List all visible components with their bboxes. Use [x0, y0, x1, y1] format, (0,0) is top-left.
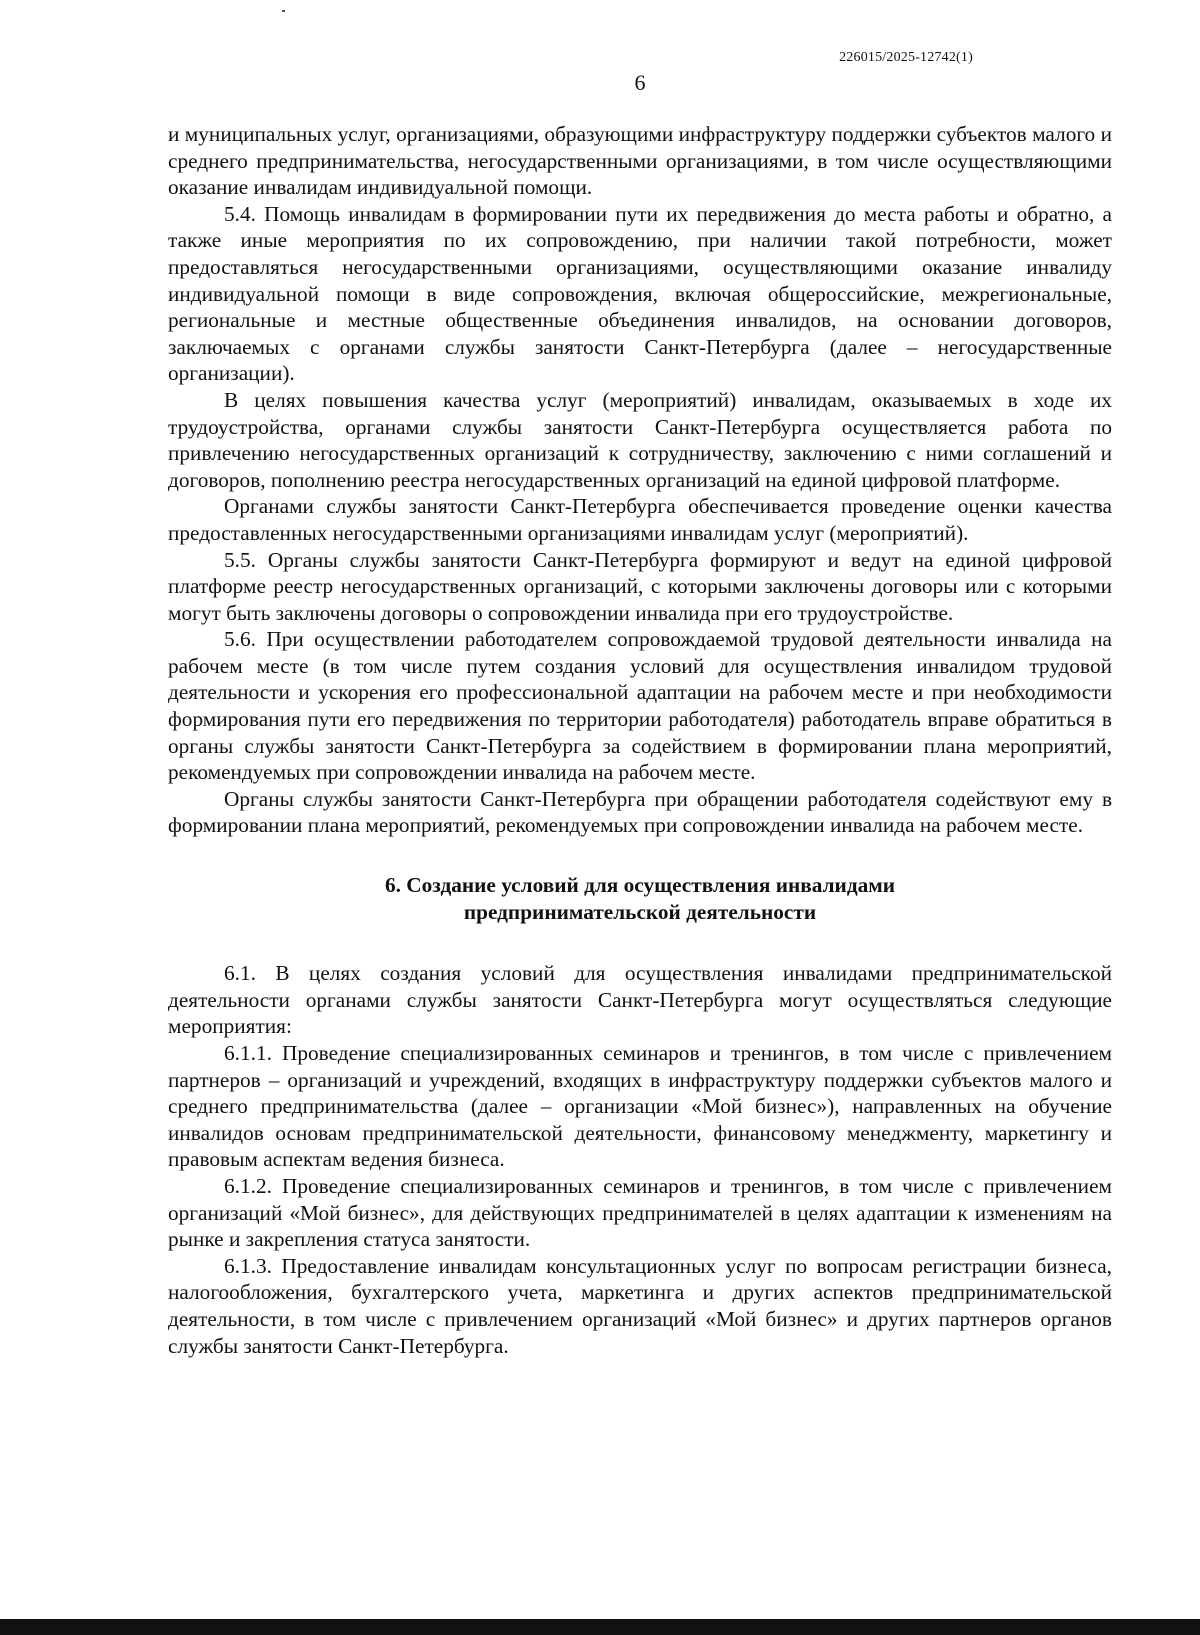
scan-speck — [282, 10, 285, 12]
paragraph-5-4: 5.4. Помощь инвалидам в формировании пути их передвижения до места работы и обратно, а также иные мероприятия по их сопровождению, при наличии такой потребности, может предоставляться негосударственными организациями, осуществляющими оказание инвалиду индивидуальной помощи в виде сопровождения, включая общероссийские, межрегиональные, региональные и местные общественные объединения инвалидов, на основании договоров, заключаемых с органами службы занятости Санкт-Петербурга (далее – негосударственные организации). — [168, 201, 1112, 386]
paragraph-6-1-3: 6.1.3. Предоставление инвалидам консультационных услуг по вопросам регистрации бизнеса, налогообложения, бухгалтерского учета, маркетинга и других аспектов предпринимательской деятельности, в том числе с привлечением организаций «Мой бизнес» и других партнеров органов службы занятости Санкт-Петербурга. — [168, 1253, 1112, 1358]
document-body — [168, 121, 1112, 1359]
section-heading — [168, 872, 1112, 925]
section-heading-line-2: предпринимательской деятельности — [463, 899, 817, 924]
paragraph-quality-assessment: Органами службы занятости Санкт-Петербурга обеспечивается проведение оценки качества предоставленных негосударственными организациями инвалидам услуг (мероприятий). — [168, 494, 1112, 545]
paragraph-employer-assistance: Органы службы занятости Санкт-Петербурга при обращении работодателя содействуют ему в формировании плана мероприятий, рекомендуемых при сопровождении инвалида на рабочем месте. — [168, 786, 1112, 838]
paragraph-continuation: и муниципальных услуг, организациями, образующими инфраструктуру поддержки субъектов малого и среднего предпринимательства, негосударственными организациями, в том числе осуществляющими оказание инвалидам индивидуальной помощи. — [168, 122, 1112, 200]
page-number: 6 — [634, 70, 646, 95]
section-heading-line-1: 6. Создание условий для осуществления инвалидами — [384, 873, 896, 898]
paragraph-5-5: 5.5. Органы службы занятости Санкт-Петербурга формируют и ведут на единой цифровой платформе реестр негосударственных организаций, с которыми заключены договоры или с которыми могут быть заключены договоры о сопровождении инвалида при его трудоустройстве. — [168, 547, 1112, 625]
document-registration-number: 226015/2025-12742(1) — [839, 50, 973, 65]
paragraph-6-1-2: 6.1.2. Проведение специализированных семинаров и тренингов, в том числе с привлечением организаций «Мой бизнес», для действующих предпринимателей в целях адаптации к изменениям на рынке и закрепления статуса занятости. — [168, 1173, 1112, 1252]
paragraph-6-1-1: 6.1.1. Проведение специализированных семинаров и тренингов, в том числе с привлечением партнеров – организаций и учреждений, входящих в инфраструктуру поддержки субъектов малого и среднего предпринимательства (далее – организации «Мой бизнес»), направленных на обучение инвалидов основам предпринимательской деятельности, финансовому менеджменту, маркетингу и правовым аспектам ведения бизнеса. — [168, 1041, 1112, 1172]
scan-bottom-edge — [0, 1619, 1200, 1635]
paragraph-6-1: 6.1. В целях создания условий для осуществления инвалидами предпринимательской деятельности органами службы занятости Санкт-Петербурга могут осуществляться следующие мероприятия: — [168, 961, 1112, 1039]
paragraph-quality-improvement: В целях повышения качества услуг (мероприятий) инвалидам, оказываемых в ходе их трудоустройства, органами службы занятости Санкт-Петербурга осуществляется работа по привлечению негосударственных организаций к сотрудничеству, заключению с ними соглашений и договоров, пополнению реестра негосударственных организаций на единой цифровой платформе. — [168, 387, 1112, 492]
paragraph-5-6: 5.6. При осуществлении работодателем сопровождаемой трудовой деятельности инвалида на рабочем месте (в том числе путем создания условий для осуществления инвалидом трудовой деятельности и ускорения его профессиональной адаптации на рабочем месте и при необходимости формирования пути его передвижения по территории работодателя) работодатель вправе обратиться в органы службы занятости Санкт-Петербурга за содействием в формировании плана мероприятий, рекомендуемых при сопровождении инвалида на рабочем месте. — [168, 627, 1112, 785]
